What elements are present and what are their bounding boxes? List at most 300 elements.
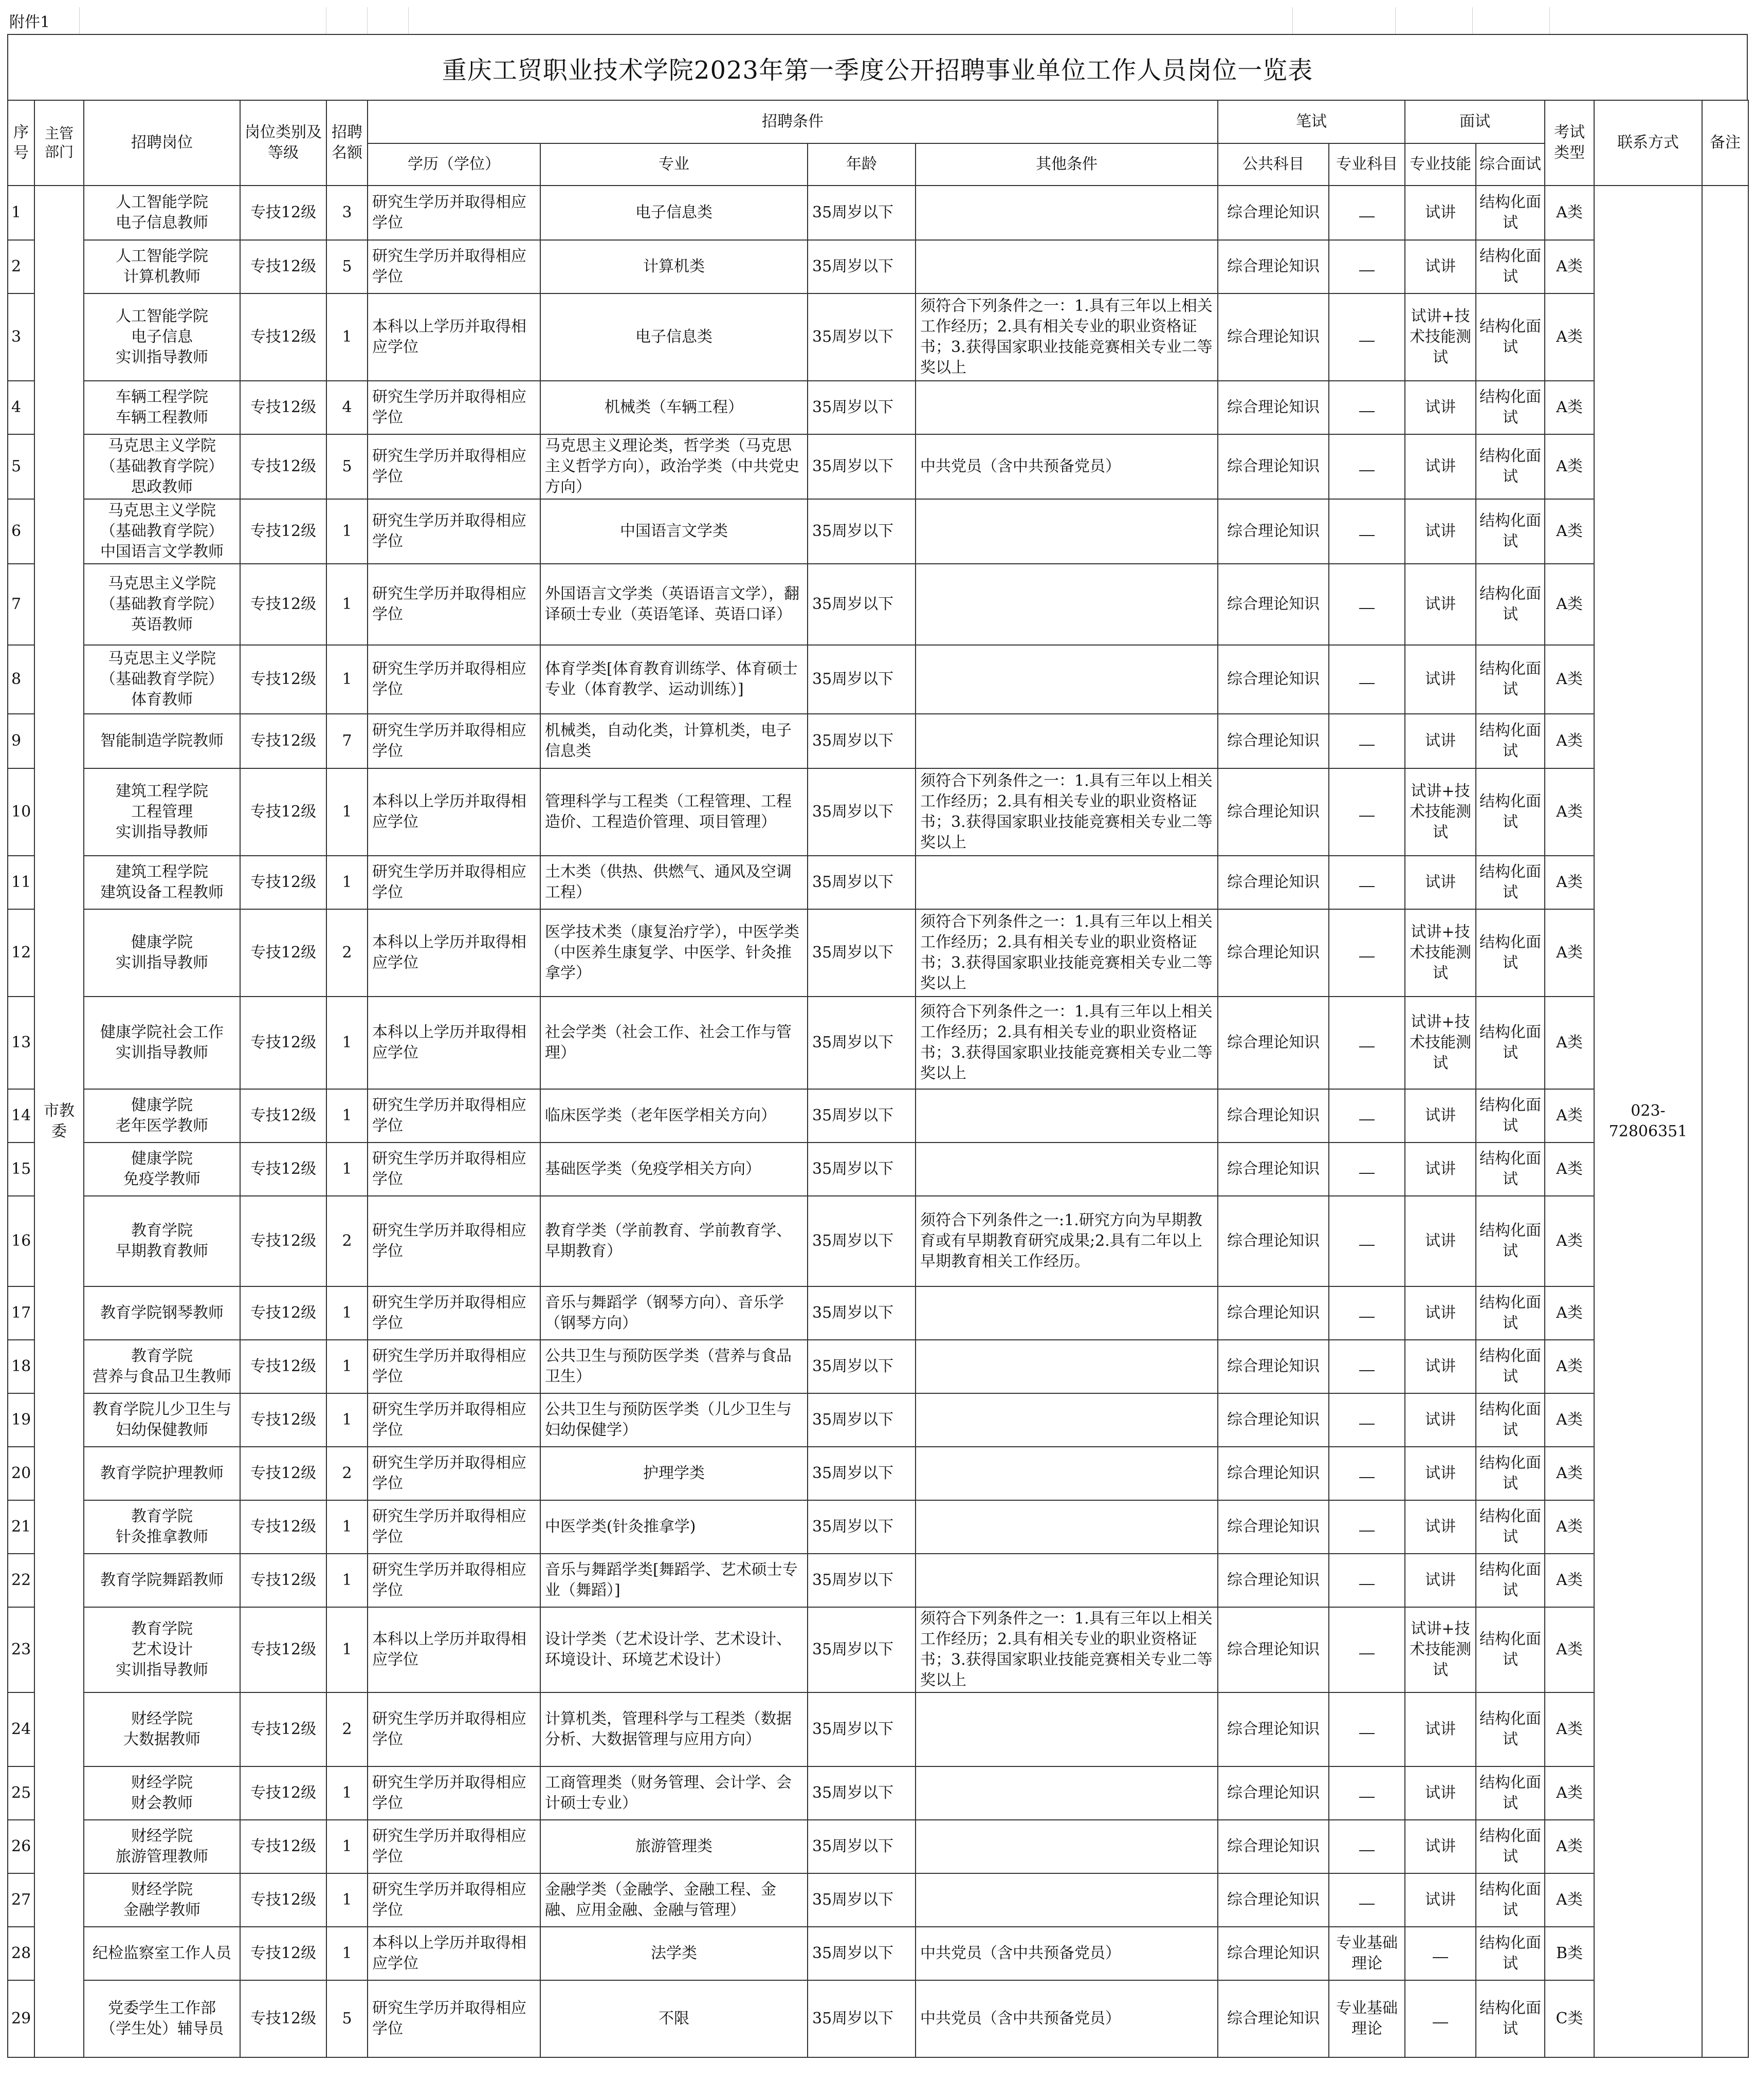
cell-major-subject: [1329, 381, 1405, 434]
cell-public-subject: 综合理论知识: [1218, 1554, 1329, 1607]
cell-other: [916, 856, 1218, 909]
cell-skill: 试讲: [1405, 1447, 1476, 1500]
cell-level: 专技12级: [240, 1766, 326, 1820]
cell-other: 须符合下列条件之一：1.具有三年以上相关工作经历；2.具有相关专业的职业资格证书；3.获得国家职业技能竞赛相关专业二等奖以上: [916, 768, 1218, 856]
cell-comprehensive: 结构化面试: [1476, 1340, 1545, 1393]
table-row: [8, 434, 1748, 499]
cell-skill: 试讲: [1405, 186, 1476, 240]
cell-quota: 1: [326, 564, 368, 645]
cell-exam-type: A类: [1545, 564, 1594, 645]
cell-skill: 试讲: [1405, 1340, 1476, 1393]
dash-mark: [1359, 1041, 1375, 1047]
cell-exam-type: A类: [1545, 186, 1594, 240]
cell-quota: 2: [326, 909, 368, 997]
cell-quota: 1: [326, 1500, 368, 1554]
dash-mark: [1359, 1240, 1375, 1246]
cell-seq: 18: [8, 1340, 34, 1393]
cell-seq: 14: [8, 1089, 34, 1143]
cell-major: 工商管理类（财务管理、会计学、会计硕士专业）: [540, 1766, 808, 1820]
cell-post: 教育学院钢琴教师: [84, 1286, 240, 1340]
cell-exam-type: A类: [1545, 499, 1594, 564]
cell-post: 车辆工程学院 车辆工程教师: [84, 381, 240, 434]
cell-quota: 1: [326, 1607, 368, 1692]
table-row: [8, 1766, 1748, 1820]
cell-edu: 本科以上学历并取得相应学位: [368, 293, 540, 381]
cell-comprehensive: 结构化面试: [1476, 1500, 1545, 1554]
cell-age: 35周岁以下: [808, 564, 916, 645]
cell-comprehensive: 结构化面试: [1476, 293, 1545, 381]
cell-seq: 12: [8, 909, 34, 997]
cell-comprehensive: 结构化面试: [1476, 1692, 1545, 1766]
cell-quota: 2: [326, 1447, 368, 1500]
cell-edu: 研究生学历并取得相应学位: [368, 1820, 540, 1873]
cell-age: 35周岁以下: [808, 1980, 916, 2057]
dash-mark: [1359, 211, 1375, 217]
header-level: 岗位类别及等级: [240, 100, 326, 186]
recruitment-table: [7, 100, 1749, 2058]
table-row: [8, 1873, 1748, 1927]
header-major: 专业: [540, 143, 808, 186]
cell-quota: 1: [326, 1820, 368, 1873]
cell-post: 人工智能学院 计算机教师: [84, 240, 240, 293]
cell-exam-type: A类: [1545, 768, 1594, 856]
cell-age: 35周岁以下: [808, 1554, 916, 1607]
cell-major: 临床医学类（老年医学相关方向）: [540, 1089, 808, 1143]
cell-level: 专技12级: [240, 1447, 326, 1500]
cell-comprehensive: 结构化面试: [1476, 645, 1545, 714]
cell-level: 专技12级: [240, 768, 326, 856]
cell-public-subject: 综合理论知识: [1218, 293, 1329, 381]
cell-age: 35周岁以下: [808, 1873, 916, 1927]
cell-major-subject: [1329, 1554, 1405, 1607]
cell-skill: 试讲: [1405, 240, 1476, 293]
cell-public-subject: 综合理论知识: [1218, 909, 1329, 997]
cell-other: [916, 240, 1218, 293]
cell-edu: 本科以上学历并取得相应学位: [368, 1927, 540, 1980]
dash-mark: [1359, 265, 1375, 271]
cell-edu: 研究生学历并取得相应学位: [368, 240, 540, 293]
cell-age: 35周岁以下: [808, 434, 916, 499]
cell-exam-type: A类: [1545, 1607, 1594, 1692]
cell-skill: 试讲: [1405, 1500, 1476, 1554]
header-age: 年龄: [808, 143, 916, 186]
cell-level: 专技12级: [240, 1607, 326, 1692]
cell-exam-type: A类: [1545, 997, 1594, 1089]
cell-other: [916, 564, 1218, 645]
cell-post: 教育学院 营养与食品卫生教师: [84, 1340, 240, 1393]
cell-skill: 试讲: [1405, 1692, 1476, 1766]
dash-mark: [1359, 1899, 1375, 1905]
cell-major: 电子信息类: [540, 186, 808, 240]
table-row: [8, 1500, 1748, 1554]
table-row: [8, 1447, 1748, 1500]
cell-level: 专技12级: [240, 1393, 326, 1447]
cell-quota: 5: [326, 1980, 368, 2057]
cell-exam-type: A类: [1545, 714, 1594, 768]
cell-exam-type: A类: [1545, 381, 1594, 434]
cell-contact: 023-72806351: [1594, 186, 1702, 2057]
cell-skill: [1405, 1927, 1476, 1980]
table-row: [8, 909, 1748, 997]
cell-skill: 试讲: [1405, 499, 1476, 564]
cell-skill: 试讲: [1405, 714, 1476, 768]
cell-edu: 本科以上学历并取得相应学位: [368, 997, 540, 1089]
cell-quota: 1: [326, 293, 368, 381]
table-row: [8, 645, 1748, 714]
cell-edu: 研究生学历并取得相应学位: [368, 1554, 540, 1607]
table-row: [8, 997, 1748, 1089]
dash-mark: [1359, 1525, 1375, 1532]
header-written: 笔试: [1218, 100, 1405, 143]
cell-exam-type: A类: [1545, 1554, 1594, 1607]
cell-exam-type: A类: [1545, 645, 1594, 714]
cell-public-subject: 综合理论知识: [1218, 1500, 1329, 1554]
cell-edu: 研究生学历并取得相应学位: [368, 1766, 540, 1820]
cell-other: [916, 645, 1218, 714]
cell-age: 35周岁以下: [808, 1196, 916, 1286]
cell-major: 公共卫生与预防医学类（儿少卫生与妇幼保健学）: [540, 1393, 808, 1447]
cell-major-subject: [1329, 856, 1405, 909]
cell-edu: 研究生学历并取得相应学位: [368, 1873, 540, 1927]
cell-major-subject: [1329, 186, 1405, 240]
cell-major: 旅游管理类: [540, 1820, 808, 1873]
cell-major: 社会学类（社会工作、社会工作与管理）: [540, 997, 808, 1089]
cell-other: [916, 381, 1218, 434]
cell-age: 35周岁以下: [808, 768, 916, 856]
header-major-subject: 专业科目: [1329, 143, 1405, 186]
dash-mark: [1359, 810, 1375, 817]
cell-major-subject: [1329, 1766, 1405, 1820]
table-row: [8, 856, 1748, 909]
cell-age: 35周岁以下: [808, 381, 916, 434]
cell-age: 35周岁以下: [808, 1692, 916, 1766]
cell-age: 35周岁以下: [808, 1286, 916, 1340]
cell-skill: 试讲: [1405, 1820, 1476, 1873]
cell-seq: 24: [8, 1692, 34, 1766]
cell-public-subject: 综合理论知识: [1218, 997, 1329, 1089]
cell-level: 专技12级: [240, 381, 326, 434]
cell-level: 专技12级: [240, 1500, 326, 1554]
dash-mark: [1359, 1365, 1375, 1371]
dash-mark: [1359, 678, 1375, 684]
cell-major-subject: [1329, 564, 1405, 645]
table-row: [8, 381, 1748, 434]
cell-age: 35周岁以下: [808, 909, 916, 997]
cell-post: 人工智能学院 电子信息教师: [84, 186, 240, 240]
cell-skill: [1405, 1980, 1476, 2057]
cell-other: [916, 1820, 1218, 1873]
dash-mark: [1359, 1472, 1375, 1478]
table-row: [8, 293, 1748, 381]
cell-comprehensive: 结构化面试: [1476, 1927, 1545, 1980]
cell-seq: 23: [8, 1607, 34, 1692]
cell-public-subject: 综合理论知识: [1218, 240, 1329, 293]
cell-public-subject: 综合理论知识: [1218, 645, 1329, 714]
cell-post: 财经学院 财会教师: [84, 1766, 240, 1820]
dash-mark: [1359, 1792, 1375, 1798]
cell-other: [916, 1089, 1218, 1143]
cell-age: 35周岁以下: [808, 1089, 916, 1143]
cell-level: 专技12级: [240, 1820, 326, 1873]
cell-public-subject: 综合理论知识: [1218, 1340, 1329, 1393]
cell-quota: 7: [326, 714, 368, 768]
cell-major-subject: 专业基础理论: [1329, 1980, 1405, 2057]
cell-comprehensive: 结构化面试: [1476, 1143, 1545, 1196]
table-row: [8, 1820, 1748, 1873]
cell-major: 法学类: [540, 1927, 808, 1980]
cell-major-subject: [1329, 997, 1405, 1089]
cell-seq: 17: [8, 1286, 34, 1340]
cell-quota: 1: [326, 1393, 368, 1447]
cell-edu: 本科以上学历并取得相应学位: [368, 768, 540, 856]
cell-major-subject: [1329, 1340, 1405, 1393]
cell-major-subject: [1329, 909, 1405, 997]
cell-other: [916, 186, 1218, 240]
cell-major-subject: [1329, 645, 1405, 714]
cell-major: 护理学类: [540, 1447, 808, 1500]
cell-level: 专技12级: [240, 1980, 326, 2057]
cell-age: 35周岁以下: [808, 1340, 916, 1393]
cell-edu: 研究生学历并取得相应学位: [368, 564, 540, 645]
cell-major: 中医学类(针灸推拿学): [540, 1500, 808, 1554]
dash-mark: [1359, 1168, 1375, 1174]
cell-comprehensive: 结构化面试: [1476, 1286, 1545, 1340]
cell-seq: 16: [8, 1196, 34, 1286]
dash-mark: [1359, 740, 1375, 746]
table-body: [8, 186, 1748, 2057]
cell-skill: 试讲+技术技能测试: [1405, 1607, 1476, 1692]
cell-major-subject: [1329, 1500, 1405, 1554]
table-row: [8, 1143, 1748, 1196]
cell-major: 金融学类（金融学、金融工程、金融、应用金融、金融与管理）: [540, 1873, 808, 1927]
cell-remark: [1702, 186, 1748, 2057]
cell-seq: 6: [8, 499, 34, 564]
cell-major-subject: [1329, 1393, 1405, 1447]
cell-other: [916, 1286, 1218, 1340]
cell-post: 教育学院护理教师: [84, 1447, 240, 1500]
cell-skill: 试讲+技术技能测试: [1405, 997, 1476, 1089]
cell-level: 专技12级: [240, 1554, 326, 1607]
cell-other: [916, 1554, 1218, 1607]
cell-other: 须符合下列条件之一：1.具有三年以上相关工作经历；2.具有相关专业的职业资格证书；3.获得国家职业技能竞赛相关专业二等奖以上: [916, 909, 1218, 997]
cell-level: 专技12级: [240, 714, 326, 768]
header-interview: 面试: [1405, 100, 1545, 143]
cell-level: 专技12级: [240, 564, 326, 645]
cell-seq: 21: [8, 1500, 34, 1554]
cell-exam-type: A类: [1545, 434, 1594, 499]
cell-seq: 8: [8, 645, 34, 714]
cell-level: 专技12级: [240, 1196, 326, 1286]
table-row: [8, 186, 1748, 240]
cell-skill: 试讲: [1405, 381, 1476, 434]
cell-public-subject: 综合理论知识: [1218, 1927, 1329, 1980]
header-quota: 招聘名额: [326, 100, 368, 186]
cell-major: 管理科学与工程类（工程管理、工程造价、工程造价管理、项目管理）: [540, 768, 808, 856]
cell-post: 健康学院 实训指导教师: [84, 909, 240, 997]
cell-major: 体育学类[体育教育训练学、体育硕士专业（体育教学、运动训练）]: [540, 645, 808, 714]
cell-age: 35周岁以下: [808, 293, 916, 381]
cell-post: 建筑工程学院 工程管理 实训指导教师: [84, 768, 240, 856]
header-dept: 主管部门: [34, 100, 84, 186]
cell-major-subject: [1329, 434, 1405, 499]
dash-mark: [1359, 951, 1375, 957]
cell-major-subject: [1329, 1873, 1405, 1927]
cell-comprehensive: 结构化面试: [1476, 1196, 1545, 1286]
table-row: [8, 1286, 1748, 1340]
header-other: 其他条件: [916, 143, 1218, 186]
cell-edu: 研究生学历并取得相应学位: [368, 499, 540, 564]
cell-major: 机械类，自动化类，计算机类，电子信息类: [540, 714, 808, 768]
cell-age: 35周岁以下: [808, 997, 916, 1089]
cell-seq: 7: [8, 564, 34, 645]
cell-comprehensive: 结构化面试: [1476, 434, 1545, 499]
cell-edu: 研究生学历并取得相应学位: [368, 1980, 540, 2057]
cell-quota: 1: [326, 1766, 368, 1820]
cell-edu: 研究生学历并取得相应学位: [368, 1447, 540, 1500]
cell-seq: 3: [8, 293, 34, 381]
cell-quota: 1: [326, 1554, 368, 1607]
dash-mark: [1359, 1648, 1375, 1654]
cell-quota: 1: [326, 1927, 368, 1980]
cell-public-subject: 综合理论知识: [1218, 1089, 1329, 1143]
cell-level: 专技12级: [240, 1286, 326, 1340]
cell-public-subject: 综合理论知识: [1218, 1980, 1329, 2057]
cell-exam-type: A类: [1545, 1500, 1594, 1554]
cell-seq: 26: [8, 1820, 34, 1873]
cell-skill: 试讲: [1405, 1143, 1476, 1196]
cell-post: 马克思主义学院 （基础教育学院） 中国语言文学教师: [84, 499, 240, 564]
cell-post: 健康学院社会工作 实训指导教师: [84, 997, 240, 1089]
cell-level: 专技12级: [240, 1927, 326, 1980]
cell-age: 35周岁以下: [808, 714, 916, 768]
cell-quota: 3: [326, 186, 368, 240]
cell-major: 不限: [540, 1980, 808, 2057]
dash-mark: [1433, 1952, 1448, 1958]
cell-quota: 2: [326, 1692, 368, 1766]
header-edu: 学历（学位）: [368, 143, 540, 186]
cell-edu: 本科以上学历并取得相应学位: [368, 1607, 540, 1692]
table-row: [8, 499, 1748, 564]
cell-comprehensive: 结构化面试: [1476, 1766, 1545, 1820]
cell-level: 专技12级: [240, 1143, 326, 1196]
cell-quota: 1: [326, 645, 368, 714]
table-row: [8, 768, 1748, 856]
cell-comprehensive: 结构化面试: [1476, 714, 1545, 768]
top-gridline-row: [7, 7, 1555, 34]
cell-public-subject: 综合理论知识: [1218, 1393, 1329, 1447]
cell-skill: 试讲: [1405, 1554, 1476, 1607]
cell-comprehensive: 结构化面试: [1476, 768, 1545, 856]
cell-post: 财经学院 旅游管理教师: [84, 1820, 240, 1873]
cell-post: 教育学院 早期教育教师: [84, 1196, 240, 1286]
cell-edu: 研究生学历并取得相应学位: [368, 856, 540, 909]
cell-skill: 试讲: [1405, 1196, 1476, 1286]
cell-skill: 试讲: [1405, 434, 1476, 499]
header-public-subject: 公共科目: [1218, 143, 1329, 186]
cell-major-subject: [1329, 1820, 1405, 1873]
cell-major: 教育学类（学前教育、学前教育学、早期教育）: [540, 1196, 808, 1286]
cell-edu: 研究生学历并取得相应学位: [368, 714, 540, 768]
cell-post: 财经学院 金融学教师: [84, 1873, 240, 1927]
cell-other: [916, 1393, 1218, 1447]
dash-mark: [1359, 603, 1375, 609]
table-row: [8, 1196, 1748, 1286]
cell-edu: 研究生学历并取得相应学位: [368, 1196, 540, 1286]
cell-skill: 试讲: [1405, 564, 1476, 645]
attachment-label: 附件1: [9, 13, 50, 31]
cell-level: 专技12级: [240, 645, 326, 714]
cell-major: 中国语言文学类: [540, 499, 808, 564]
cell-exam-type: A类: [1545, 1143, 1594, 1196]
dash-mark: [1359, 1114, 1375, 1120]
dash-mark: [1433, 2017, 1448, 2023]
cell-edu: 本科以上学历并取得相应学位: [368, 909, 540, 997]
cell-exam-type: A类: [1545, 1873, 1594, 1927]
cell-comprehensive: 结构化面试: [1476, 240, 1545, 293]
cell-exam-type: A类: [1545, 293, 1594, 381]
header-conditions: 招聘条件: [368, 100, 1218, 143]
cell-post: 马克思主义学院 （基础教育学院） 思政教师: [84, 434, 240, 499]
table-row: [8, 564, 1748, 645]
cell-exam-type: A类: [1545, 1766, 1594, 1820]
cell-age: 35周岁以下: [808, 186, 916, 240]
cell-public-subject: 综合理论知识: [1218, 1196, 1329, 1286]
cell-public-subject: 综合理论知识: [1218, 1873, 1329, 1927]
cell-age: 35周岁以下: [808, 1447, 916, 1500]
cell-major-subject: [1329, 1089, 1405, 1143]
table-row: [8, 1340, 1748, 1393]
cell-skill: 试讲: [1405, 1089, 1476, 1143]
cell-level: 专技12级: [240, 909, 326, 997]
table-row: [8, 714, 1748, 768]
cell-quota: 1: [326, 856, 368, 909]
cell-skill: 试讲+技术技能测试: [1405, 768, 1476, 856]
cell-level: 专技12级: [240, 997, 326, 1089]
cell-other: 须符合下列条件之一：1.具有三年以上相关工作经历；2.具有相关专业的职业资格证书；3.获得国家职业技能竞赛相关专业二等奖以上: [916, 997, 1218, 1089]
cell-age: 35周岁以下: [808, 1607, 916, 1692]
cell-comprehensive: 结构化面试: [1476, 499, 1545, 564]
cell-seq: 15: [8, 1143, 34, 1196]
cell-major: 外国语言文学类（英语语言文学），翻译硕士专业（英语笔译、英语口译）: [540, 564, 808, 645]
cell-comprehensive: 结构化面试: [1476, 1820, 1545, 1873]
cell-age: 35周岁以下: [808, 1143, 916, 1196]
header-post: 招聘岗位: [84, 100, 240, 186]
table-row: [8, 1607, 1748, 1692]
cell-major-subject: [1329, 1447, 1405, 1500]
cell-seq: 1: [8, 186, 34, 240]
cell-public-subject: 综合理论知识: [1218, 856, 1329, 909]
cell-quota: 5: [326, 240, 368, 293]
cell-other: [916, 1692, 1218, 1766]
cell-major: 电子信息类: [540, 293, 808, 381]
cell-exam-type: A类: [1545, 1196, 1594, 1286]
cell-age: 35周岁以下: [808, 1766, 916, 1820]
cell-exam-type: A类: [1545, 1340, 1594, 1393]
cell-level: 专技12级: [240, 293, 326, 381]
cell-comprehensive: 结构化面试: [1476, 1554, 1545, 1607]
cell-other: 须符合下列条件之一：1.具有三年以上相关工作经历；2.具有相关专业的职业资格证书；3.获得国家职业技能竞赛相关专业二等奖以上: [916, 293, 1218, 381]
cell-exam-type: A类: [1545, 909, 1594, 997]
cell-public-subject: 综合理论知识: [1218, 1607, 1329, 1692]
cell-major-subject: [1329, 1286, 1405, 1340]
cell-seq: 25: [8, 1766, 34, 1820]
cell-major: 音乐与舞蹈学类[舞蹈学、艺术硕士专业（舞蹈）]: [540, 1554, 808, 1607]
cell-skill: 试讲: [1405, 856, 1476, 909]
cell-major-subject: [1329, 1196, 1405, 1286]
cell-seq: 13: [8, 997, 34, 1089]
cell-exam-type: A类: [1545, 1692, 1594, 1766]
cell-skill: 试讲: [1405, 1873, 1476, 1927]
